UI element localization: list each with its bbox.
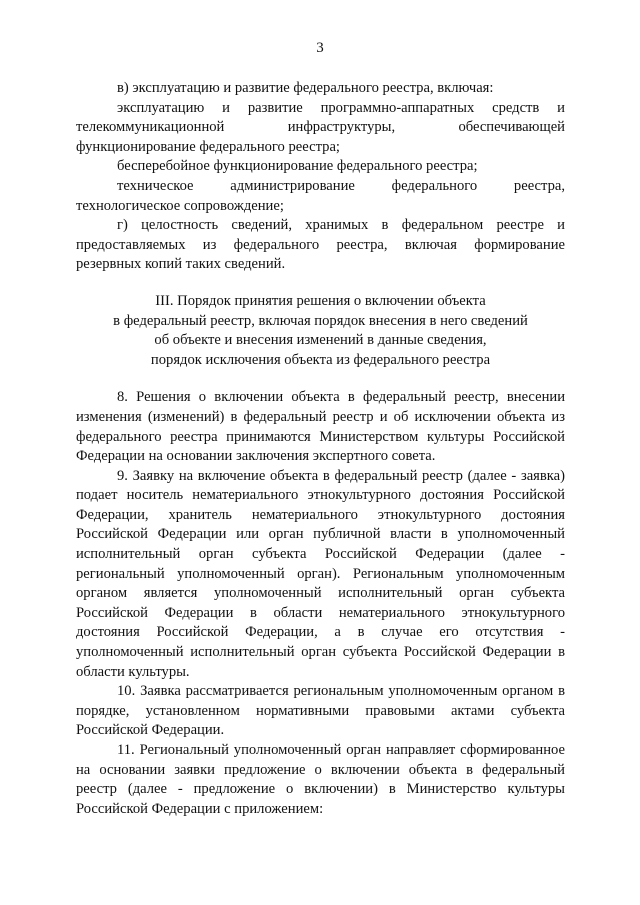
section-heading xyxy=(76,292,565,370)
paragraph-item-v: в) эксплуатацию и развитие федерального реестра, включая: xyxy=(117,80,494,96)
section-heading-line: порядок исключения объекта из федерального реестра xyxy=(150,351,491,368)
section-heading-line: об объекте и внесения изменений в данные сведения, xyxy=(154,332,487,349)
paragraph-uninterrupted-operation: бесперебойное функционирование федерального реестра; xyxy=(117,158,478,175)
paragraph-10: 10. Заявка рассматривается региональным уполномоченным органом в порядке, установленном нормативными правовыми актами субъекта Российской Федерации. xyxy=(76,683,565,739)
paragraph-8: 8. Решения о включении объекта в федеральный реестр, внесении изменения (изменений) в федеральный реестр и об исключении объекта из федерального реестра принимаются Министерством культуры Российской Федерации на основании заключения экспертного совета. xyxy=(76,389,565,465)
paragraph-9: 9. Заявку на включение объекта в федеральный реестр (далее - заявка) подает носитель нематериального этнокультурного достояния Российской Федерации, хранитель нематериального этнокультурного достояния Российской Федерации или орган публичной власти в уполномоченный исполнительный орган субъекта Российской Федерации (далее - региональный уполномоченный орган). Региональным уполномоченным органом является уполномоченный исполнительный орган субъекта Российской Федерации в области нематериального этнокультурного достояния Российской Федерации, а в случае его отсутствия - уполномоченный исполнительный орган субъекта Российской Федерации в области культуры. xyxy=(76,467,565,680)
paragraph-item-g: г) целостность сведений, хранимых в федеральном реестре и предоставляемых из федерального реестра, включая формирование резервных копий таких сведений. xyxy=(76,217,565,273)
paragraph-11: 11. Региональный уполномоченный орган направляет сформированное на основании заявки предложение о включении объекта в федеральный реестр (далее - предложение о включении) в Министерство культуры Российской Федерации с приложением: xyxy=(76,742,565,817)
page-number: 3 xyxy=(316,40,324,56)
document-body xyxy=(76,79,565,819)
section-heading-line: в федеральный реестр, включая порядок внесения в него сведений xyxy=(113,312,528,329)
section-heading-line: III. Порядок принятия решения о включении объекта xyxy=(155,292,486,309)
paragraph-technical-administration: техническое администрирование федерального реестра, технологическое сопровождение; xyxy=(76,177,565,214)
paragraph-software-hardware: эксплуатацию и развитие программно-аппаратных средств и телекоммуникационной инфраструктуры, обеспечивающей функционирование федерального реестра; xyxy=(76,99,565,155)
